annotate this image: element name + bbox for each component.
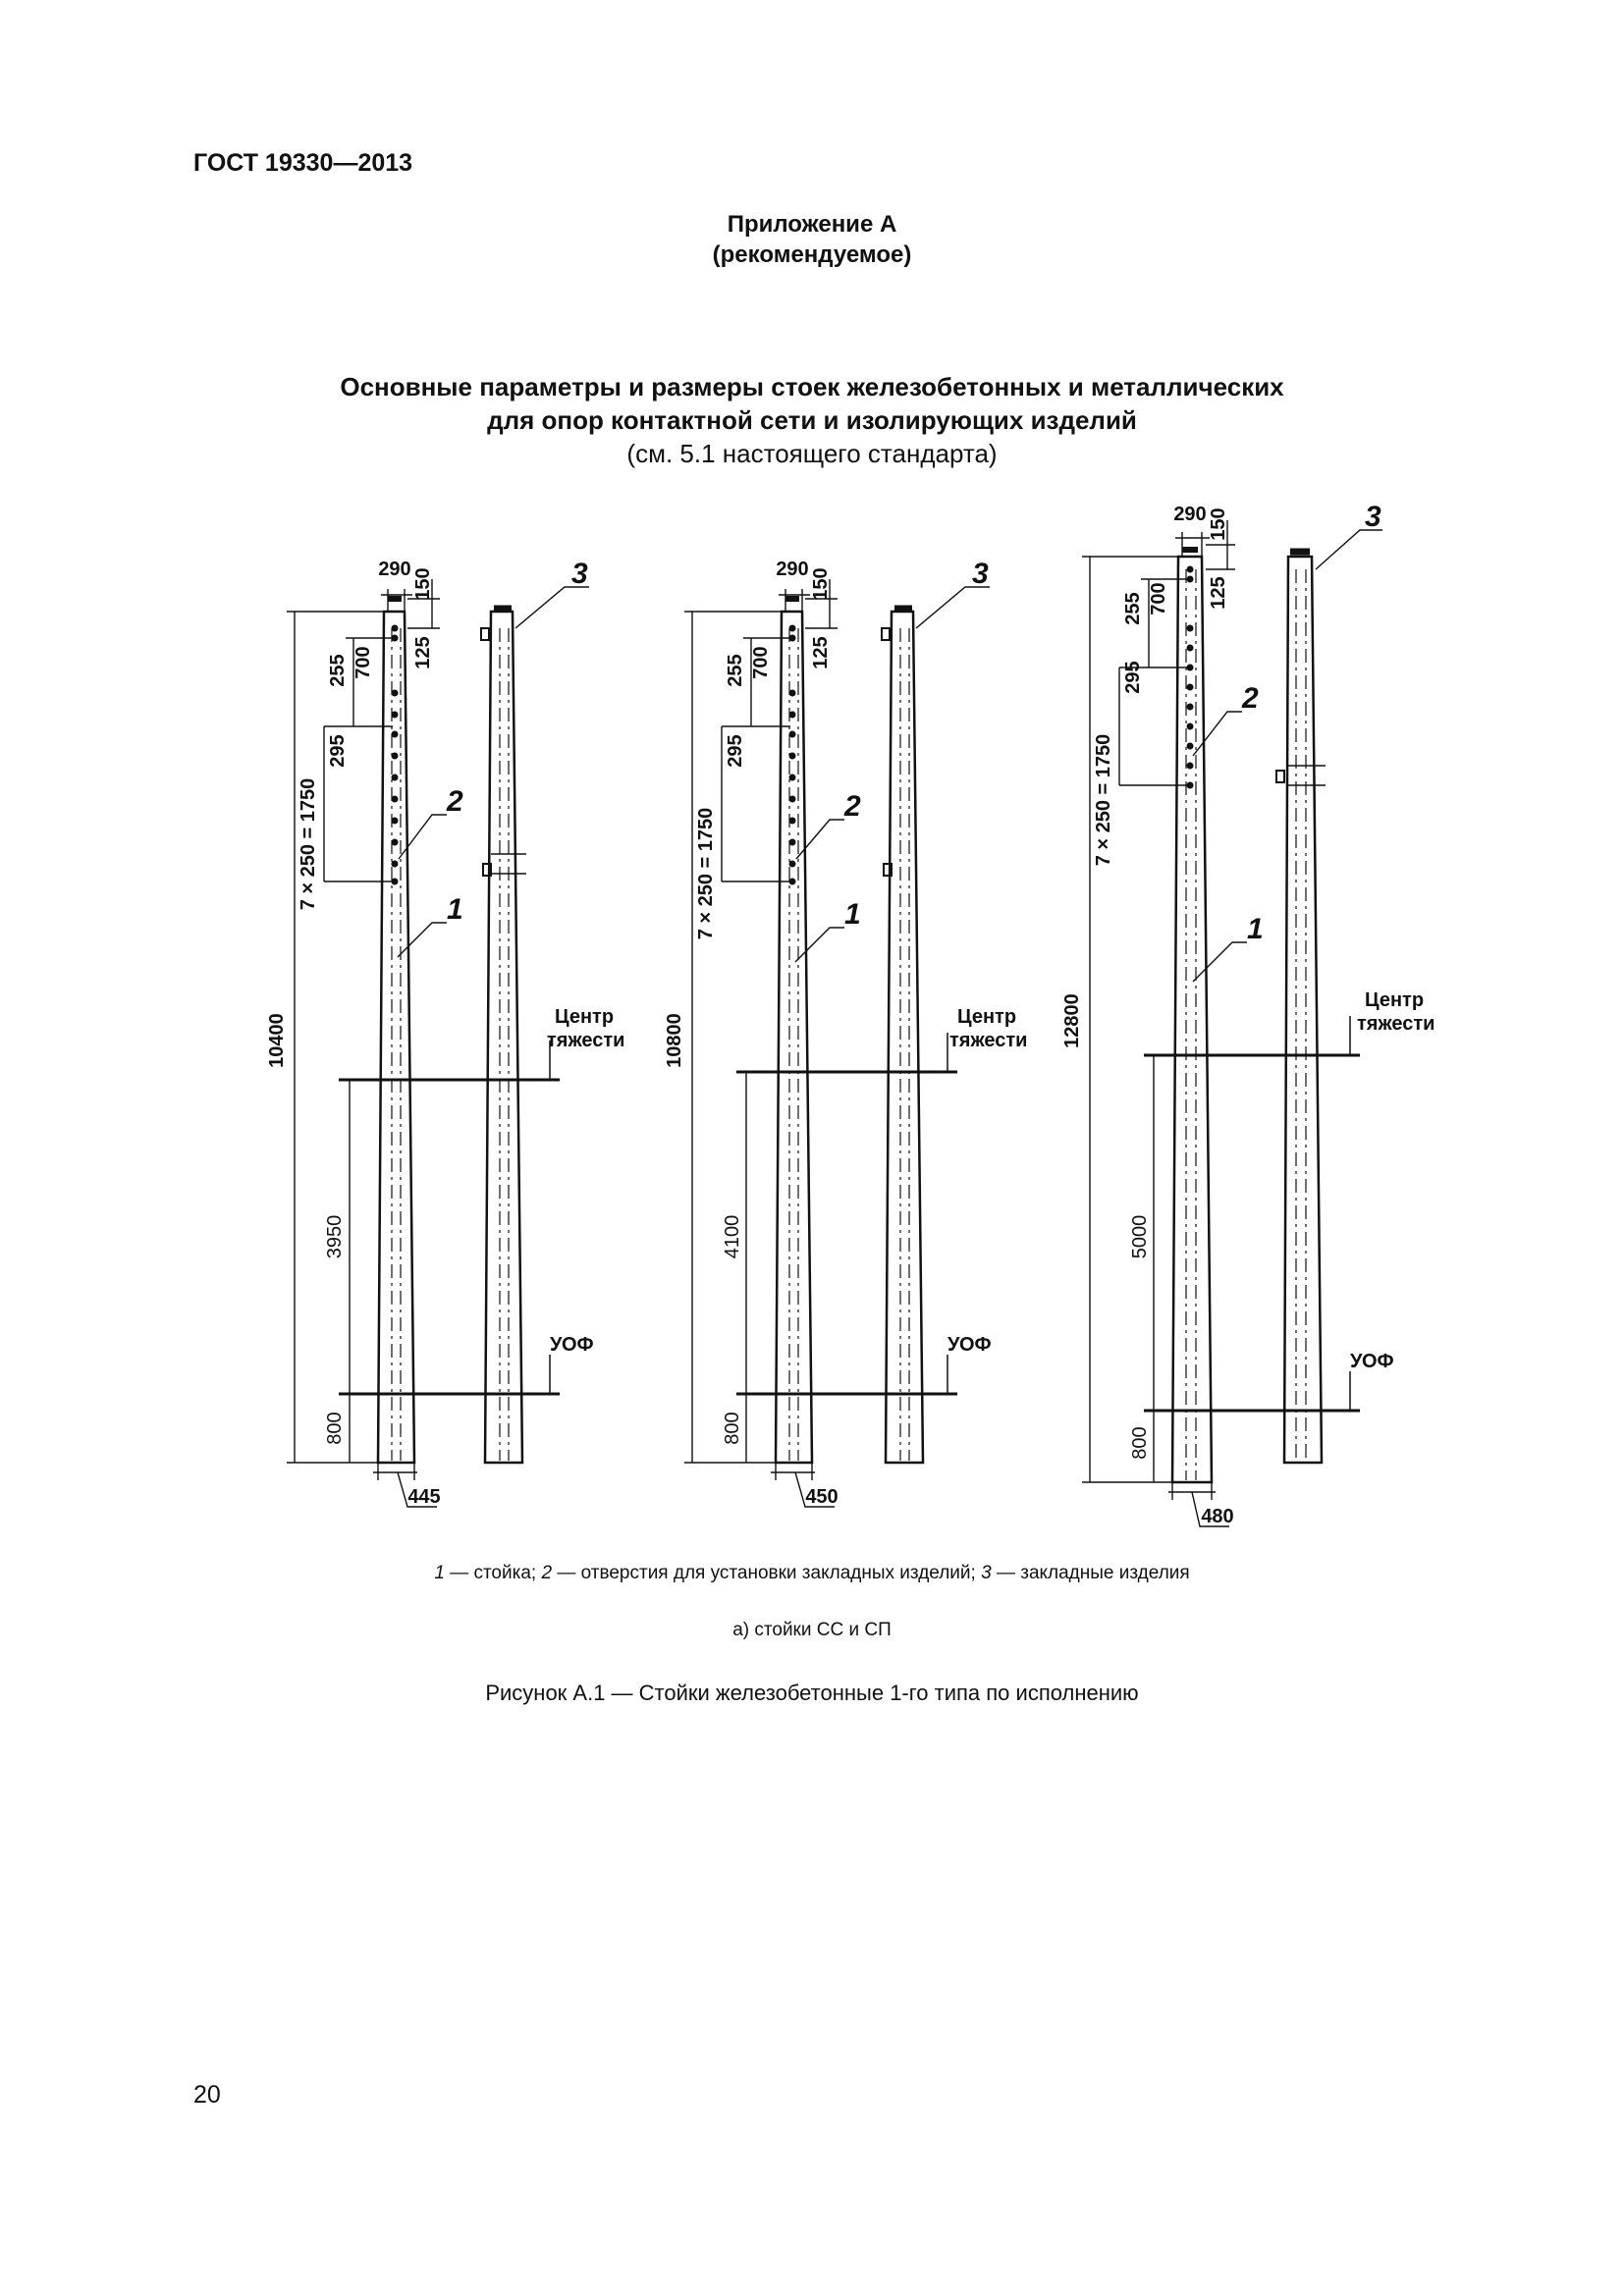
post-2-callout-2: 2 (844, 790, 861, 823)
post-1-callout-1: 1 (447, 893, 463, 926)
post-1-hole-series: 7 × 250 = 1750 (298, 777, 319, 911)
post-2-cg-label-1: Центр (957, 1006, 1017, 1028)
figure-subcaption: а) стойки СС и СП (732, 1620, 892, 1640)
post-2-top-width: 290 (776, 559, 809, 580)
post-3-side-outline (1284, 557, 1322, 1463)
section-title-line1: Основные параметры и размеры стоек железобетонных и металлических (340, 372, 1284, 401)
post-2-ground-label: УОФ (947, 1334, 992, 1356)
post-2-top-dim: 150 (810, 567, 832, 601)
post-1-side-outline (485, 612, 522, 1463)
legend-t2: — отверстия для установки закладных изделий; (552, 1563, 982, 1583)
post-2-hole-series: 7 × 250 = 1750 (695, 807, 717, 940)
post-3-ground-label: УОФ (1350, 1351, 1394, 1372)
post-3-dim-295: 295 (1122, 661, 1144, 694)
post-3-total-length: 12800 (1061, 993, 1083, 1048)
post-3-callout-2: 2 (1242, 682, 1259, 715)
post-1-dim-125: 125 (412, 636, 434, 669)
post-3-top-dim: 150 (1208, 507, 1229, 541)
post-3-callout-1: 1 (1247, 913, 1264, 945)
post-3-holes (1187, 566, 1194, 789)
post-2-dim-700: 700 (750, 646, 772, 679)
post-2-dim-295: 295 (725, 734, 746, 768)
post-1-front-outline (378, 612, 414, 1463)
post-3-hole-series: 7 × 250 = 1750 (1093, 733, 1114, 867)
post-1-dim-700: 700 (352, 646, 374, 679)
post-2-total-length: 10800 (664, 1013, 685, 1068)
post-1-callout-3: 3 (571, 558, 588, 590)
post-3-front-outline (1172, 557, 1212, 1482)
post-3-base-width: 480 (1201, 1506, 1234, 1527)
post-3-cg-label-2: тяжести (1357, 1013, 1435, 1035)
post-1 (287, 579, 589, 1507)
post-1-total-length: 10400 (266, 1013, 288, 1068)
legend-t1: — стойка; (444, 1563, 542, 1583)
post-2-side-outline (886, 612, 923, 1463)
post-1-dim-295: 295 (327, 734, 349, 768)
post-3-dim-125: 125 (1208, 576, 1229, 610)
post-3-cg-distance: 5000 (1129, 1214, 1151, 1259)
section-title-line3: (см. 5.1 настоящего стандарта) (626, 439, 998, 468)
post-3-top-width: 290 (1173, 504, 1207, 525)
post-2-callout-1: 1 (844, 898, 861, 931)
document-code: ГОСТ 19330—2013 (193, 149, 413, 177)
post-2-front-outline (776, 612, 812, 1463)
post-1-dim-255: 255 (327, 654, 349, 687)
post-1-base-width: 445 (407, 1486, 441, 1508)
post-2-base-width: 450 (805, 1486, 839, 1508)
appendix-title: Приложение А (727, 211, 897, 238)
post-3-callout-3: 3 (1365, 501, 1381, 533)
legend-n2: 2 (541, 1563, 553, 1583)
post-1-ground-label: УОФ (550, 1334, 594, 1356)
legend-t3: — закладные изделия (991, 1563, 1190, 1583)
post-1-cg-label-2: тяжести (547, 1030, 625, 1051)
post-3-cg-label-1: Центр (1365, 989, 1425, 1011)
post-1-bottom-dim: 800 (324, 1412, 346, 1445)
post-2-dim-255: 255 (725, 654, 746, 687)
post-1-top-dim: 150 (412, 567, 434, 601)
post-2-bottom-dim: 800 (722, 1412, 743, 1445)
post-1-top-width: 290 (378, 559, 411, 580)
page-number: 20 (193, 2081, 221, 2109)
figure-legend (0, 1563, 1624, 1584)
post-2 (684, 579, 990, 1507)
legend-n3: 3 (981, 1563, 992, 1583)
post-1-cg-label-1: Центр (555, 1006, 615, 1028)
post-3-dim-255: 255 (1122, 592, 1144, 625)
post-1-cg-distance: 3950 (324, 1214, 346, 1259)
post-3-dim-700: 700 (1148, 582, 1169, 615)
post-1-callout-2: 2 (447, 785, 463, 818)
section-title-line2: для опор контактной сети и изолирующих изделий (487, 405, 1137, 435)
post-2-callout-3: 3 (972, 558, 989, 590)
legend-n1: 1 (434, 1563, 445, 1583)
post-2-dim-125: 125 (810, 636, 832, 669)
post-3-bottom-dim: 800 (1129, 1426, 1151, 1460)
post-2-cg-label-2: тяжести (949, 1030, 1028, 1051)
post-2-cg-distance: 4100 (722, 1214, 743, 1259)
appendix-subtitle: (рекомендуемое) (712, 241, 912, 268)
figure-caption: Рисунок А.1 — Стойки железобетонные 1-го типа по исполнению (485, 1681, 1139, 1705)
